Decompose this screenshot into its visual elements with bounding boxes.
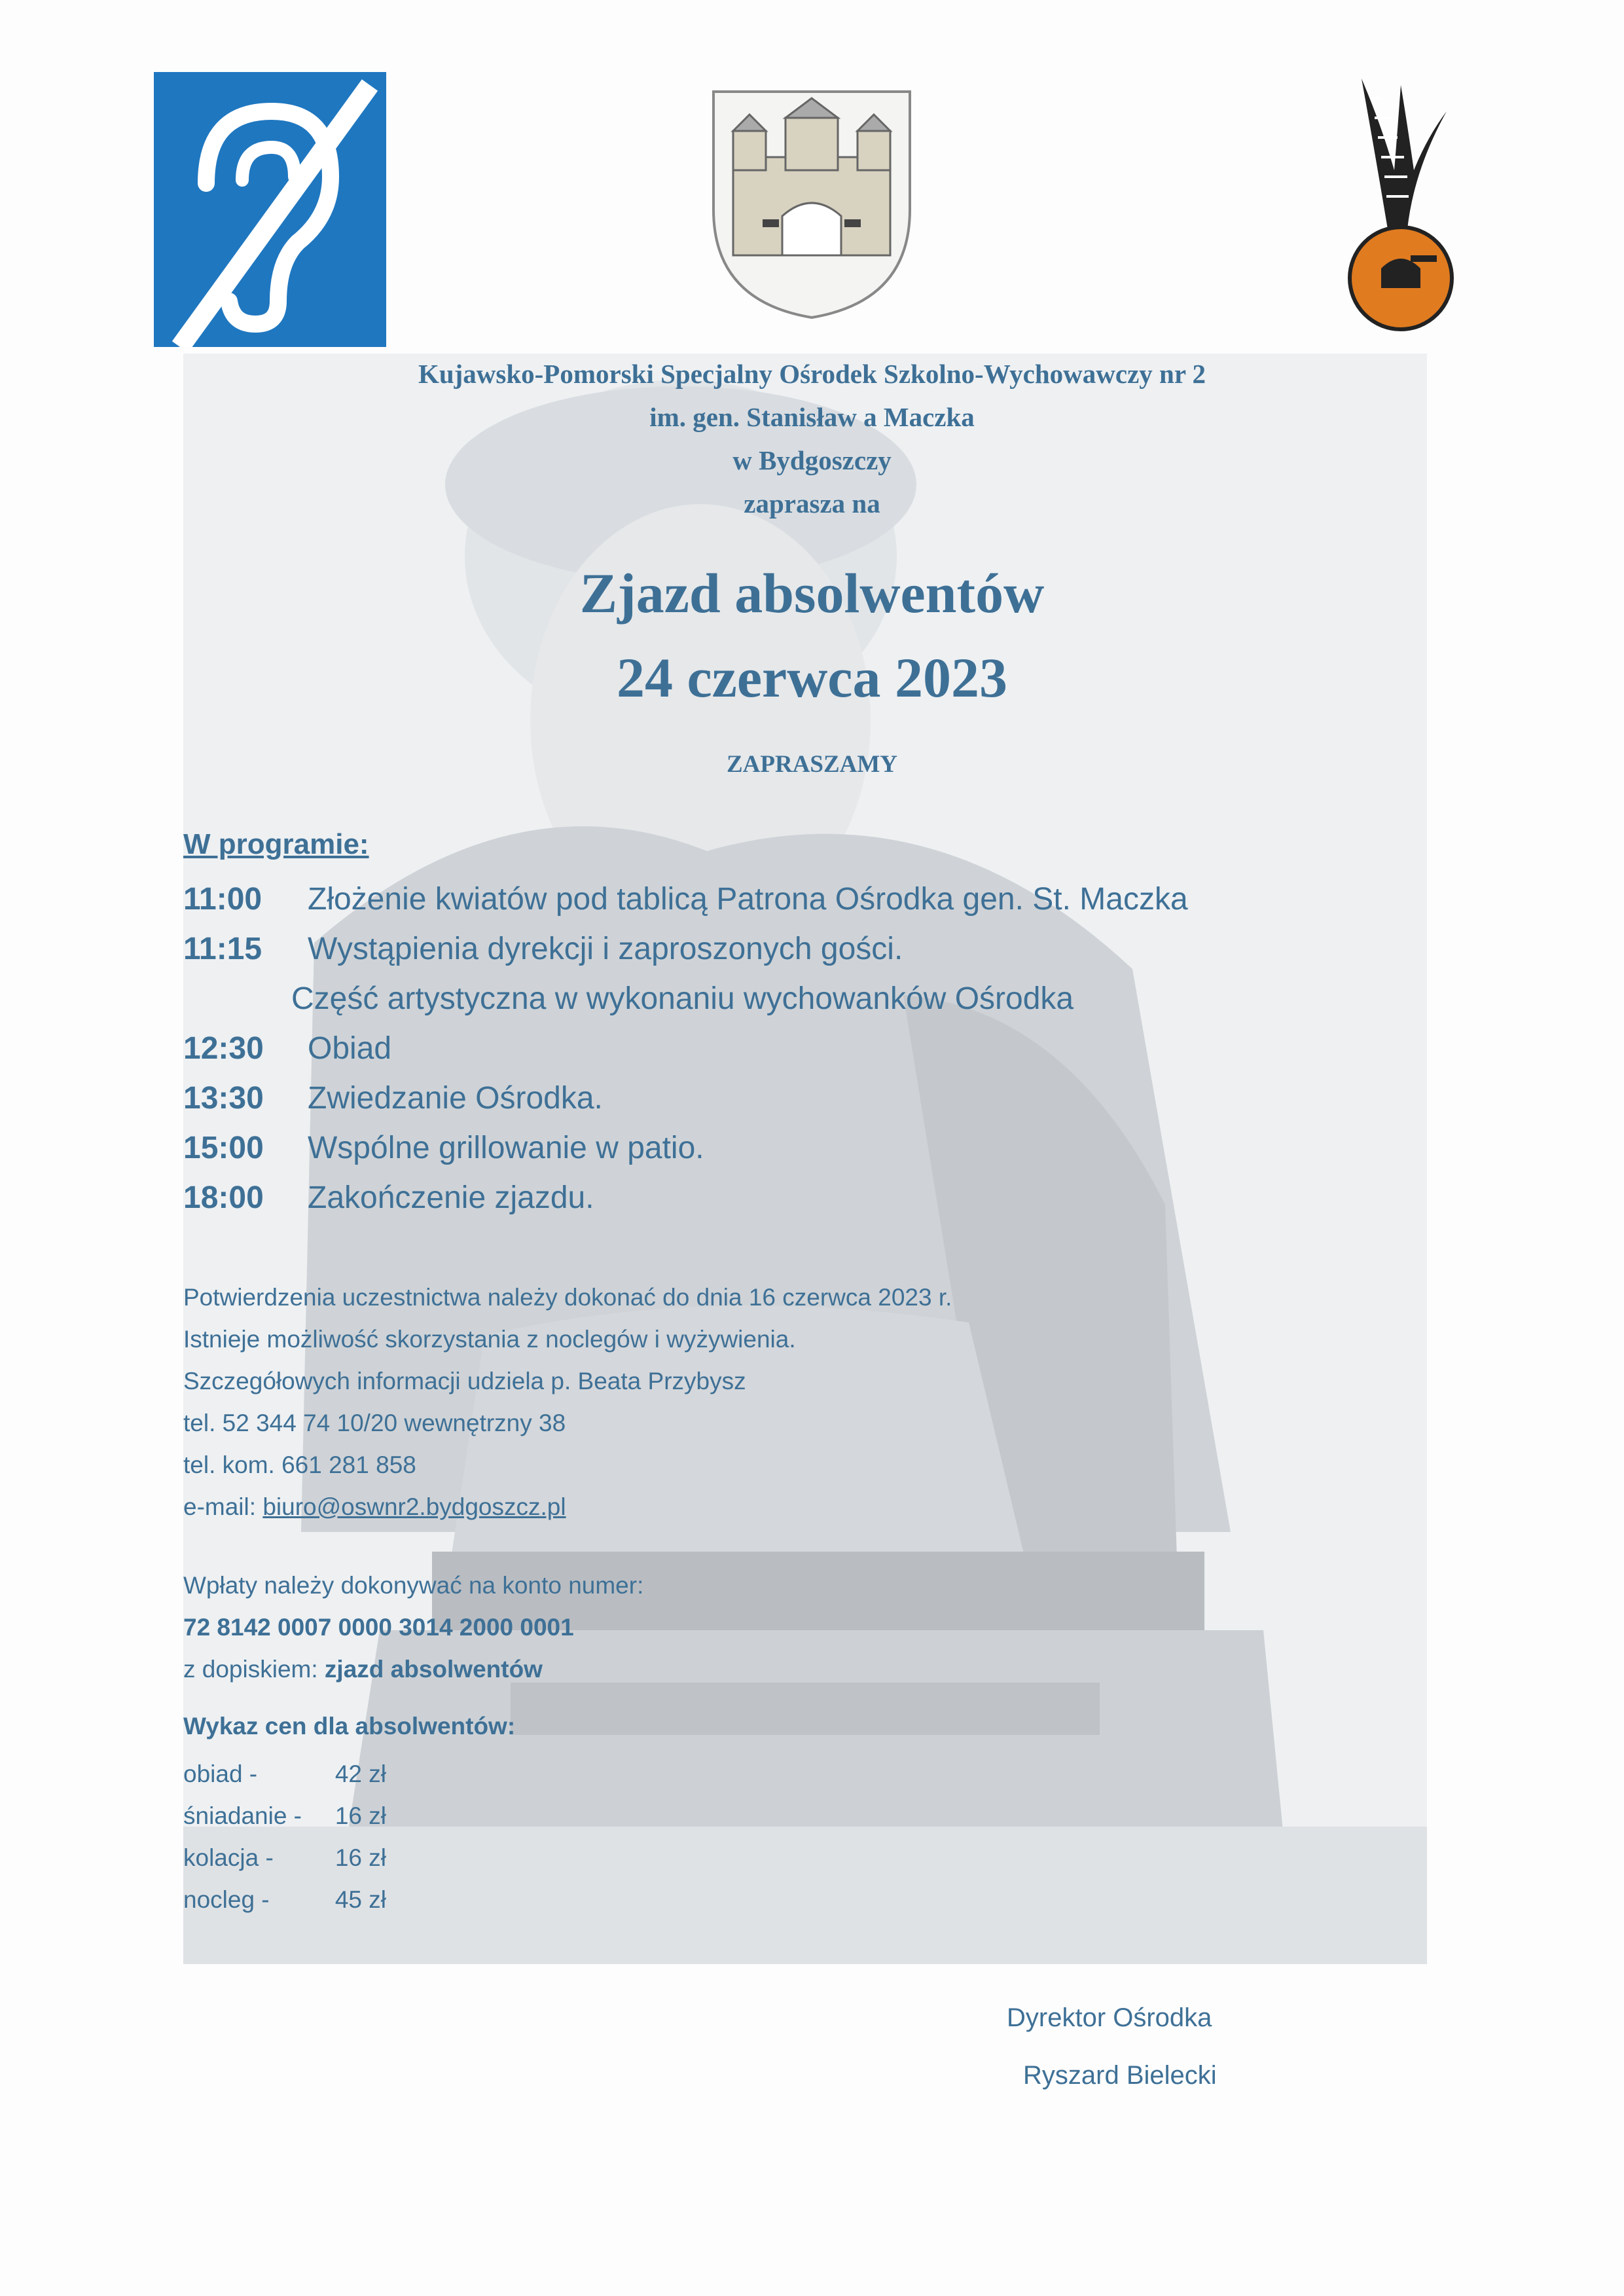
- program-item: [183, 1174, 594, 1222]
- lodging-info: Istnieje możliwość skorzystania z noclegów i wyżywienia.: [183, 1326, 796, 1353]
- mobile-phone: tel. kom. 661 281 858: [183, 1451, 416, 1478]
- program-text: Zakończenie zjazdu.: [308, 1180, 594, 1215]
- payment-note-label: z dopiskiem:: [183, 1656, 325, 1683]
- school-city: w Bydgoszczy: [732, 445, 892, 475]
- price-value: 45 zł: [334, 1886, 386, 1913]
- email-label: e-mail:: [183, 1493, 263, 1520]
- program-text: Wystąpienia dyrekcji i zaproszonych gości.: [308, 932, 903, 966]
- price-label: kolacja -: [183, 1844, 274, 1871]
- phone: tel. 52 344 74 10/20 wewnętrzny 38: [183, 1410, 566, 1436]
- price-row: [183, 1879, 386, 1921]
- prices-heading: Wykaz cen dla absolwentów:: [183, 1713, 516, 1740]
- winged-hussar-emblem: [1335, 72, 1466, 334]
- hearing-loop-icon: [154, 72, 386, 347]
- price-row: [183, 1837, 386, 1879]
- program-heading: W programie:: [183, 828, 369, 860]
- event-date: 24 czerwca 2023: [617, 646, 1007, 709]
- program-item: [291, 975, 1074, 1023]
- price-value: 16 zł: [334, 1802, 386, 1829]
- account-number: 72 8142 0007 0000 3014 2000 0001: [183, 1614, 574, 1641]
- price-row: [183, 1753, 386, 1795]
- program-item: [183, 1074, 603, 1123]
- program-text: Złożenie kwiatów pod tablicą Patrona Ośrodka gen. St. Maczka: [308, 882, 1188, 917]
- program-time: 15:00: [183, 1131, 264, 1165]
- email-link[interactable]: biuro@oswnr2.bydgoszcz.pl: [262, 1493, 566, 1520]
- signature-role: Dyrektor Ośrodka: [1007, 2003, 1212, 2032]
- program-time: 11:00: [183, 882, 262, 917]
- email-line: [183, 1486, 566, 1528]
- invite-intro: zaprasza na: [744, 488, 880, 519]
- payment-note-value: zjazd absolwentów: [324, 1656, 543, 1683]
- contact-person: Szczegółowych informacji udziela p. Beata Przybysz: [183, 1368, 746, 1394]
- price-value: 16 zł: [334, 1844, 386, 1871]
- event-title: Zjazd absolwentów: [579, 562, 1045, 625]
- signature-name: Ryszard Bielecki: [1023, 2061, 1217, 2090]
- program-time: 11:15: [183, 932, 262, 966]
- program-text: Obiad: [308, 1031, 392, 1066]
- program-item: [183, 925, 903, 974]
- program-time: 12:30: [183, 1031, 264, 1066]
- school-patron: im. gen. Stanisław a Maczka: [649, 402, 975, 432]
- invite-caption: ZAPRASZAMY: [726, 751, 898, 778]
- program-time: 13:30: [183, 1081, 264, 1116]
- program-item: [183, 875, 1188, 924]
- program-text: Zwiedzanie Ośrodka.: [308, 1081, 603, 1116]
- price-value: 42 zł: [334, 1760, 386, 1787]
- payment-intro: Wpłaty należy dokonywać na konto numer:: [183, 1572, 644, 1599]
- program-item: [183, 1025, 391, 1073]
- program-time: 18:00: [183, 1180, 264, 1215]
- price-label: śniadanie -: [183, 1802, 302, 1829]
- price-row: [183, 1795, 386, 1837]
- payment-note: [183, 1649, 543, 1690]
- price-label: nocleg -: [183, 1886, 270, 1913]
- bydgoszcz-coat-of-arms: [707, 85, 916, 321]
- program-item: [183, 1124, 704, 1173]
- price-label: obiad -: [183, 1760, 258, 1787]
- school-name: Kujawsko-Pomorski Specjalny Ośrodek Szkolno-Wychowawczy nr 2: [418, 359, 1206, 389]
- program-text: Wspólne grillowanie w patio.: [308, 1131, 704, 1165]
- program-text: Część artystyczna w wykonaniu wychowanków Ośrodka: [291, 981, 1074, 1016]
- confirm-deadline: Potwierdzenia uczestnictwa należy dokonać do dnia 16 czerwca 2023 r.: [183, 1284, 952, 1311]
